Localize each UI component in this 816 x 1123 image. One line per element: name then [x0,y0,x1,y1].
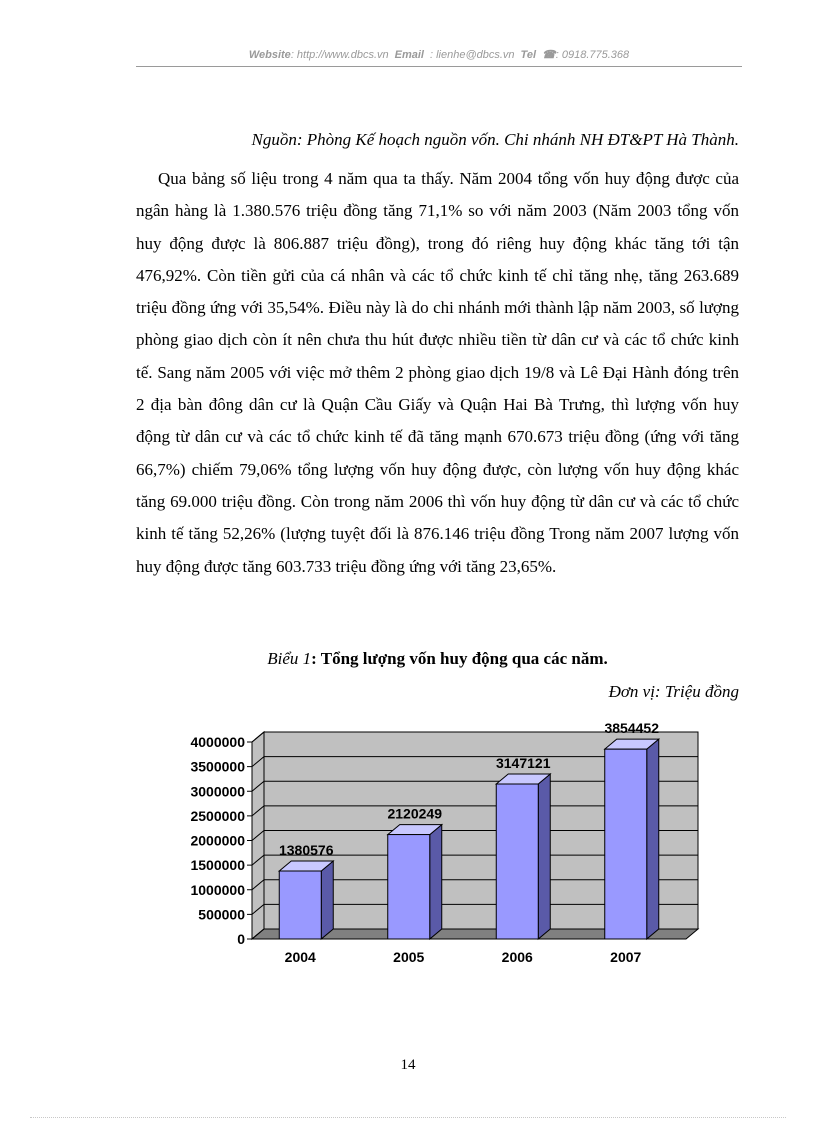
bar [605,749,647,939]
y-tick-label: 500000 [198,906,245,923]
y-tick-label: 1500000 [190,857,245,874]
website-label: Website [248,49,291,61]
header-divider [136,66,742,67]
tel-value: : 0918.775.368 [555,49,630,61]
bar-value-label: 3854452 [604,720,660,737]
x-tick-label: 2005 [393,949,425,965]
page-number: 14 [400,1057,416,1073]
y-tick-label: 2500000 [190,807,245,824]
x-tick-label: 2006 [501,949,533,965]
tel-label: Tel [520,49,537,61]
bar-value-label: 1380576 [278,842,334,859]
email-value: : lienhe@dbcs.vn [430,49,515,61]
y-tick-label: 4000000 [190,734,245,750]
capital-chart [140,712,710,979]
bar-side [647,739,659,939]
bar [279,871,321,939]
phone-icon: ☎ [542,49,556,61]
chart-caption [136,649,739,669]
body-paragraph: Qua bảng số liệu trong 4 năm qua ta thấy. Năm 2004 tổng vốn huy động được của ngân hàng là 1.380.576 triệu đồng tăng 71,1% so với năm 2003 (Năm 2003 tổng vốn huy động được là 806.887 triệu đồng), trong đó riêng huy động khác tăng tới tận 476,92%. Còn tiền gửi của cá nhân và các tổ chức kinh tế chỉ tăng nhẹ, tăng 263.689 triệu đồng ứng với 35,54%. Điều này là do chi nhánh mới thành lập năm 2003, số lượng phòng giao dịch còn ít nên chưa thu hút được nhiều tiền từ dân cư và các tổ chức kinh tế. Sang năm 2005 với việc mở thêm 2 phòng giao dịch 19/8 và Lê Đại Hành đóng trên 2 địa bàn đông dân cư là Quận Cầu Giấy và Quận Hai Bà Trưng, thì lượng vốn huy động từ dân cư và các tổ chức kinh tế đã tăng mạnh 670.673 triệu đồng (ứng với tăng 66,7%) chiếm 79,06% tổng lượng vốn huy động được, còn lượng vốn huy động khác tăng 69.000 triệu đồng. Còn trong năm 2006 thì vốn huy động từ dân cư và các tổ chức kinh tế tăng 52,26% (lượng tuyệt đối là 876.146 triệu đồng Trong năm 2007 lượng vốn huy động được tăng 603.733 triệu đồng ứng với tăng 23,65%. [136,169,739,576]
y-tick-label: 2000000 [190,832,245,849]
y-tick-label: 3500000 [190,758,245,775]
website-value: : http://www.dbcs.vn [290,49,389,61]
x-tick-label: 2004 [284,949,316,965]
unit-label: Đơn vị: Triệu đồng [608,682,739,701]
bar-value-label: 2120249 [387,805,443,822]
y-tick-label: 0 [237,931,245,947]
source-note: Nguồn: Phòng Kế hoạch nguồn vốn. Chi nhánh NH ĐT&PT Hà Thành. [251,130,739,149]
bar-side [430,825,442,939]
caption-title: : Tổng lượng vốn huy động qua các năm. [311,649,608,668]
bar-side [321,861,333,939]
y-tick-label: 1000000 [190,881,245,898]
bar-value-label: 3147121 [495,755,551,772]
bar-side [538,774,550,939]
bar [388,835,430,939]
bar [496,784,538,939]
bottom-divider [30,1117,786,1118]
y-tick-label: 3000000 [190,783,245,800]
chart-svg [140,712,710,974]
x-tick-label: 2007 [610,949,642,965]
page-header [136,48,742,61]
caption-prefix: Biểu 1 [267,649,312,668]
email-label: Email [394,49,424,61]
